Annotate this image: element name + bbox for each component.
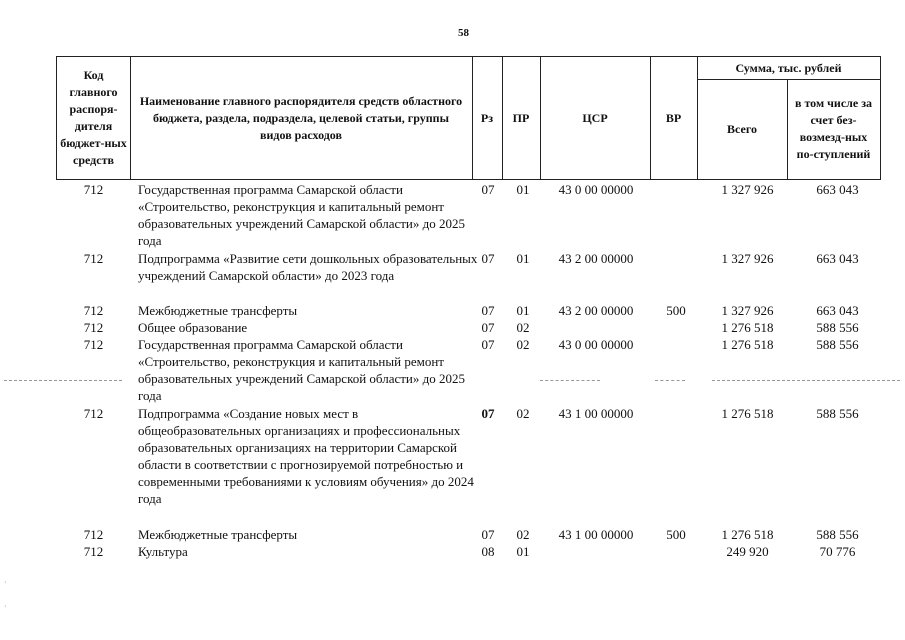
cell-code: 712 (83, 544, 104, 559)
scan-artifact-line (4, 380, 122, 381)
cell-name: Культура (138, 544, 188, 559)
header-name: Наименование главного распорядителя средств областного бюджета, раздела, подраздела, целевой статьи, группы видов расходов (139, 93, 463, 142)
cell-code: 712 (83, 303, 104, 318)
cell-free: 663 043 (816, 303, 859, 318)
cell-total: 1 276 518 (721, 337, 774, 352)
cell-name: Подпрограмма «Развитие сети дошкольных образовательных учреждений Самарской области» до 2023 года (138, 251, 478, 283)
header-code: Код главного распоря-дителя бюджет-ных средств (60, 68, 127, 167)
cell-vr: 500 (666, 303, 686, 318)
cell-code: 712 (83, 527, 104, 542)
cell-free: 663 043 (816, 182, 859, 197)
header-rz: Рз (480, 110, 494, 125)
cell-pr: 02 (516, 320, 530, 335)
cell-rz: 07 (481, 406, 495, 421)
cell-vr: 500 (666, 527, 686, 542)
cell-csr: 43 2 00 00000 (558, 303, 634, 318)
cell-code: 712 (83, 182, 104, 197)
cell-csr: 43 0 00 00000 (558, 182, 634, 197)
cell-name: Государственная программа Самарской области «Строительство, реконструкция и капитальный ремонт образовательных учреждений Самарской области» до 2025 года (138, 182, 465, 248)
cell-code: 712 (83, 320, 104, 335)
cell-total: 1 327 926 (721, 251, 774, 266)
cell-csr: 43 2 00 00000 (558, 251, 634, 266)
scan-artifact-line (655, 380, 685, 381)
cell-pr: 01 (516, 182, 530, 197)
header-total: Всего (727, 121, 757, 136)
cell-name: Общее образование (138, 320, 248, 335)
cell-free: 588 556 (816, 320, 859, 335)
header-free: в том числе за счет без-возмезд-ных по-ступлений (794, 96, 873, 161)
header-vr: ВР (665, 110, 682, 125)
cell-free: 663 043 (816, 251, 859, 266)
cell-total: 249 920 (726, 544, 769, 559)
cell-total: 1 276 518 (721, 527, 774, 542)
cell-total: 1 276 518 (721, 406, 774, 421)
cell-free: 70 776 (819, 544, 856, 559)
page-number: 58 (458, 27, 469, 39)
cell-pr: 02 (516, 337, 530, 352)
cell-pr: 01 (516, 251, 530, 266)
cell-rz: 07 (481, 182, 495, 197)
cell-free: 588 556 (816, 527, 859, 542)
table-header (56, 56, 881, 180)
scan-artifact-line (540, 380, 600, 381)
cell-rz: 07 (481, 303, 495, 318)
header-csr: ЦСР (582, 110, 608, 125)
cell-pr: 01 (516, 544, 530, 559)
scan-artifact-line (712, 380, 900, 381)
cell-free: 588 556 (816, 406, 859, 421)
cell-csr: 43 1 00 00000 (558, 406, 634, 421)
cell-name: Межбюджетные трансферты (138, 527, 298, 542)
scan-artifact-mark: · (4, 578, 7, 587)
cell-pr: 02 (516, 527, 530, 542)
cell-pr: 01 (516, 303, 530, 318)
cell-code: 712 (83, 406, 104, 421)
cell-rz: 07 (481, 527, 495, 542)
cell-rz: 07 (481, 251, 495, 266)
cell-name: Подпрограмма «Создание новых мест в общеобразовательных организациях и профессиональных образовательных организациях на территории Самарской области в соответствии с прогнозируемой потребностью и современными требованиями к условиям обучения» до 2024 года (138, 406, 474, 506)
cell-rz: 07 (481, 320, 495, 335)
cell-code: 712 (83, 251, 104, 266)
scan-artifact-mark: · (4, 602, 7, 611)
cell-csr: 43 0 00 00000 (558, 337, 634, 352)
cell-total: 1 327 926 (721, 303, 774, 318)
cell-total: 1 327 926 (721, 182, 774, 197)
cell-name: Государственная программа Самарской области «Строительство, реконструкция и капитальный ремонт образовательных учреждений Самарской области» до 2025 года (138, 337, 465, 403)
cell-csr: 43 1 00 00000 (558, 527, 634, 542)
cell-name: Межбюджетные трансферты (138, 303, 298, 318)
header-pr: ПР (512, 110, 530, 125)
cell-pr: 02 (516, 406, 530, 421)
cell-rz: 08 (481, 544, 495, 559)
cell-code: 712 (83, 337, 104, 352)
cell-total: 1 276 518 (721, 320, 774, 335)
cell-rz: 07 (481, 337, 495, 352)
cell-free: 588 556 (816, 337, 859, 352)
header-sum: Сумма, тыс. рублей (735, 60, 842, 75)
